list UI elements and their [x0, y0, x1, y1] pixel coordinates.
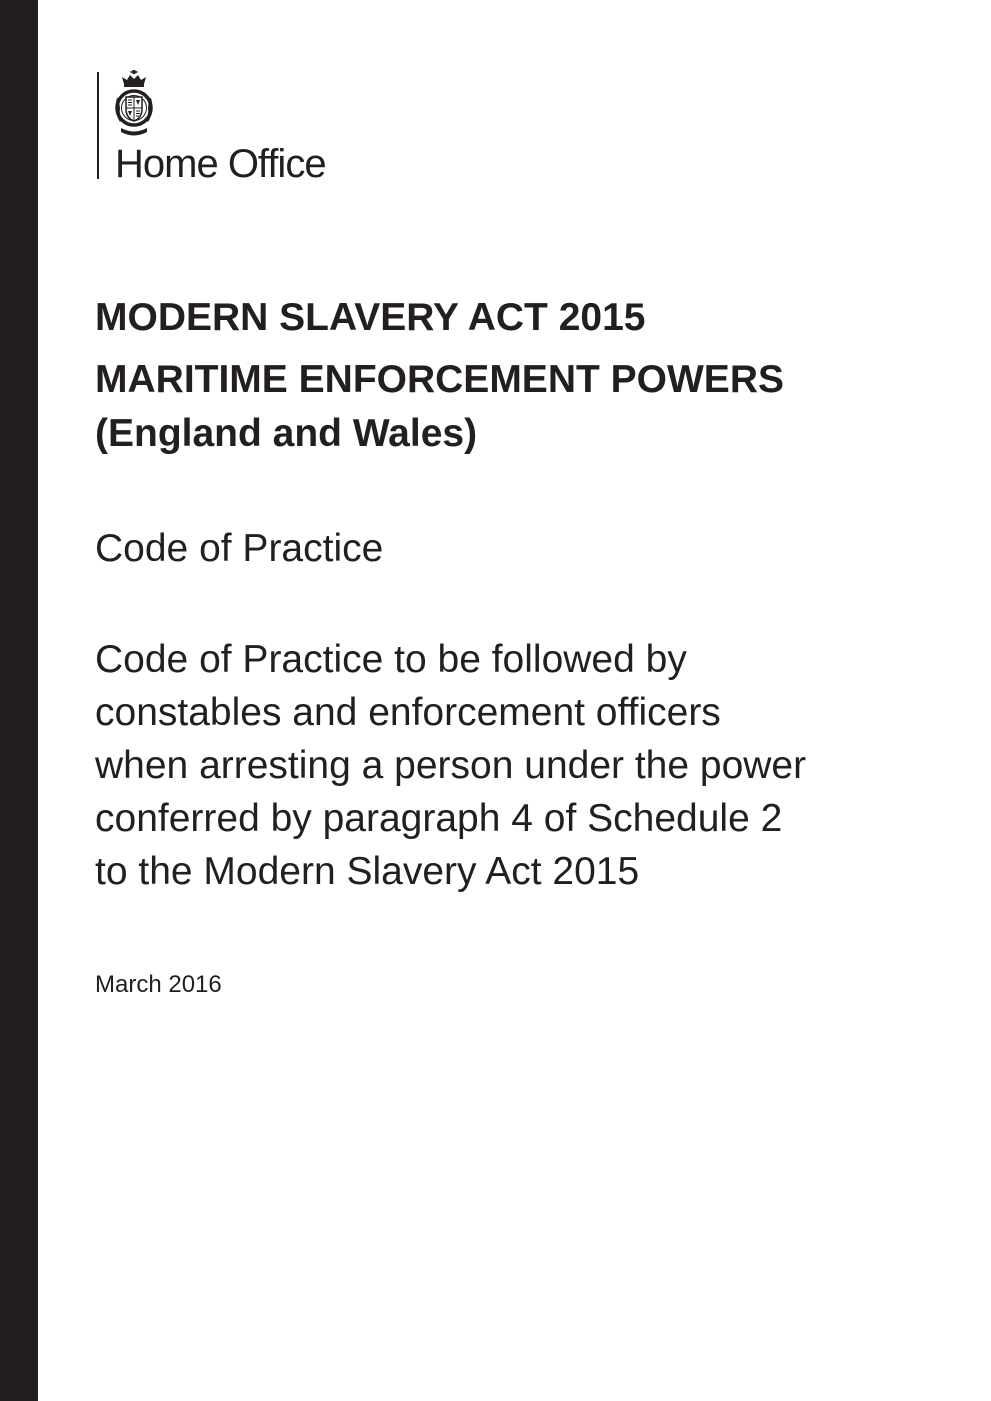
- description-line: Code of Practice to be followed by: [95, 638, 687, 681]
- document-title-line-3: (England and Wales): [95, 412, 478, 455]
- royal-coat-of-arms-icon: [113, 70, 155, 138]
- publication-date: March 2016: [95, 971, 222, 998]
- description-line: to the Modern Slavery Act 2015: [95, 850, 640, 893]
- description-line: conferred by paragraph 4 of Schedule 2: [95, 797, 783, 840]
- document-title-line-1: MODERN SLAVERY ACT 2015: [95, 296, 646, 339]
- department-name: Home Office: [115, 142, 326, 186]
- document-type: Code of Practice: [95, 527, 384, 570]
- document-title-line-2: MARITIME ENFORCEMENT POWERS: [95, 358, 784, 401]
- logo-divider: [97, 72, 99, 179]
- document-description: [95, 633, 925, 898]
- department-logo: [97, 70, 397, 186]
- description-line: when arresting a person under the power: [95, 744, 807, 787]
- left-margin-bar: [0, 0, 38, 1401]
- description-line: constables and enforcement officers: [95, 691, 721, 734]
